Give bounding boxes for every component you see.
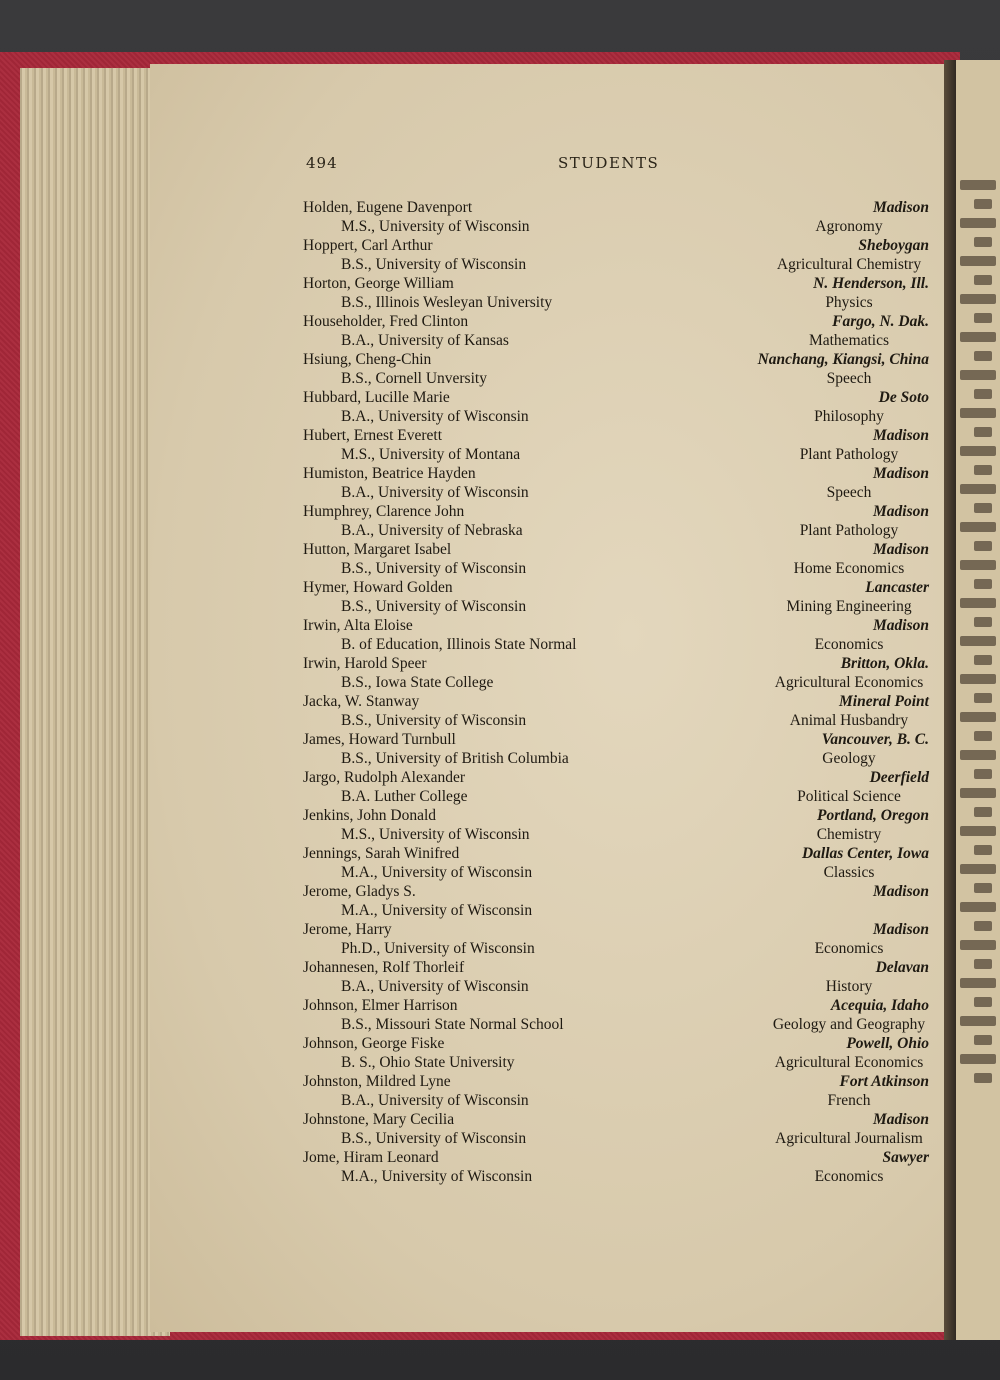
student-department: Philosophy [814, 408, 884, 425]
facing-page-text-mark [974, 237, 992, 247]
student-degree: B.S., University of Wisconsin [341, 560, 527, 577]
entry-name-row [303, 882, 929, 901]
running-head: STUDENTS [558, 154, 660, 172]
entry-name-row [303, 996, 929, 1015]
student-name: Humiston, Beatrice Hayden [303, 465, 476, 482]
student-hometown: Portland, Oregon [817, 807, 929, 824]
student-hometown: Madison [873, 465, 929, 482]
facing-page-text-mark [960, 940, 996, 950]
entry-degree-row [303, 901, 929, 920]
student-name: Jome, Hiram Leonard [303, 1149, 439, 1166]
entry-degree-row [303, 635, 929, 654]
student-department: Physics [825, 294, 873, 311]
entry-name-row [303, 920, 929, 939]
entry-name-row [303, 426, 929, 445]
student-hometown: Sawyer [882, 1149, 929, 1166]
student-hometown: Madison [873, 427, 929, 444]
facing-page-text-mark [974, 389, 992, 399]
student-hometown: Vancouver, B. C. [821, 731, 929, 748]
student-department: Chemistry [816, 826, 882, 843]
student-hometown: De Soto [878, 389, 929, 406]
student-name: Jerome, Harry [303, 921, 392, 938]
page-edges [20, 68, 170, 1336]
student-hometown: Powell, Ohio [846, 1035, 929, 1052]
entry-degree-row [303, 1167, 929, 1186]
entry-degree-row [303, 787, 929, 806]
student-degree: M.A., University of Wisconsin [341, 864, 533, 881]
student-hometown: Acequia, Idaho [830, 997, 929, 1014]
facing-page-text-mark [974, 199, 992, 209]
student-degree: B.S., Cornell Unversity [341, 370, 487, 387]
student-name: Hsiung, Cheng-Chin [303, 351, 432, 368]
student-hometown: N. Henderson, Ill. [813, 275, 929, 292]
student-hometown: Madison [873, 1111, 929, 1128]
entry-name-row [303, 388, 929, 407]
entry-degree-row [303, 673, 929, 692]
student-hometown: Dallas Center, Iowa [801, 845, 929, 862]
entry-degree-row [303, 445, 929, 464]
entry-degree-row [303, 293, 929, 312]
student-hometown: Nanchang, Kiangsi, China [757, 351, 929, 368]
facing-page-text-mark [960, 180, 996, 190]
student-degree: B.S., University of British Columbia [341, 750, 569, 767]
entry-degree-row [303, 407, 929, 426]
entry-degree-row [303, 1091, 929, 1110]
student-name: Horton, George William [303, 275, 454, 292]
student-degree: B.A., University of Kansas [341, 332, 509, 349]
student-name: Hoppert, Carl Arthur [303, 237, 433, 254]
page-header [306, 154, 926, 176]
facing-page-text-mark [974, 921, 992, 931]
entry-degree-row [303, 1129, 929, 1148]
student-name: Householder, Fred Clinton [303, 313, 469, 330]
entry-degree-row [303, 483, 929, 502]
student-degree: B.A. Luther College [341, 788, 468, 805]
student-degree: B. of Education, Illinois State Normal [341, 636, 577, 653]
student-department: Agricultural Economics [774, 1054, 924, 1071]
student-name: Hubbard, Lucille Marie [303, 389, 450, 406]
student-hometown: Madison [873, 617, 929, 634]
entry-degree-row [303, 711, 929, 730]
student-name: Irwin, Alta Eloise [303, 617, 413, 634]
entry-name-row [303, 236, 929, 255]
facing-page-text-mark [960, 370, 996, 380]
student-name: Hubert, Ernest Everett [303, 427, 443, 444]
student-name: Johnston, Mildred Lyne [303, 1073, 451, 1090]
student-degree: B.A., University of Wisconsin [341, 978, 529, 995]
entry-degree-row [303, 521, 929, 540]
facing-page-text-mark [974, 845, 992, 855]
student-hometown: Fort Atkinson [839, 1073, 929, 1090]
facing-page-text-mark [974, 883, 992, 893]
student-department: Animal Husbandry [789, 712, 909, 729]
student-degree: B.S., Iowa State College [341, 674, 494, 691]
entry-degree-row [303, 1053, 929, 1072]
entry-name-row [303, 540, 929, 559]
student-name: Hutton, Margaret Isabel [303, 541, 452, 558]
facing-page-text-mark [974, 807, 992, 817]
entry-degree-row [303, 825, 929, 844]
entry-name-row [303, 464, 929, 483]
student-department: History [825, 978, 873, 995]
student-hometown: Madison [873, 883, 929, 900]
student-degree: B.A., University of Wisconsin [341, 484, 529, 501]
facing-page-text-mark [974, 617, 992, 627]
facing-page-text-mark [960, 560, 996, 570]
entry-degree-row [303, 749, 929, 768]
entry-name-row [303, 958, 929, 977]
entry-name-row [303, 1148, 929, 1167]
facing-page-text-mark [960, 446, 996, 456]
facing-page-text-mark [974, 503, 992, 513]
student-hometown: Madison [873, 921, 929, 938]
student-name: Jennings, Sarah Winifred [303, 845, 460, 862]
student-department: Agricultural Chemistry [776, 256, 922, 273]
student-degree: B.S., University of Wisconsin [341, 712, 527, 729]
entry-degree-row [303, 863, 929, 882]
facing-page-text-mark [974, 275, 992, 285]
student-department: French [827, 1092, 871, 1109]
facing-page-text-mark [974, 997, 992, 1007]
facing-page-text-mark [960, 674, 996, 684]
facing-page-text-mark [974, 769, 992, 779]
student-hometown: Deerfield [869, 769, 929, 786]
student-department: Mathematics [808, 332, 890, 349]
student-department: Speech [826, 484, 872, 501]
entry-degree-row [303, 369, 929, 388]
entry-name-row [303, 312, 929, 331]
entry-name-row [303, 274, 929, 293]
student-degree: B. S., Ohio State University [341, 1054, 515, 1071]
student-degree: B.A., University of Wisconsin [341, 1092, 529, 1109]
student-department: Political Science [797, 788, 901, 805]
entry-degree-row [303, 559, 929, 578]
entry-name-row [303, 806, 929, 825]
facing-page-text-mark [974, 351, 992, 361]
student-department: Geology [822, 750, 876, 767]
facing-page-text-mark [974, 313, 992, 323]
facing-page-text-mark [960, 750, 996, 760]
student-department: Economics [814, 1168, 884, 1185]
facing-page-text-mark [974, 693, 992, 703]
facing-page-text-mark [974, 465, 992, 475]
student-degree: Ph.D., University of Wisconsin [341, 940, 535, 957]
student-name: Johnson, Elmer Harrison [303, 997, 458, 1014]
student-department: Home Economics [793, 560, 905, 577]
student-name: Johannesen, Rolf Thorleif [303, 959, 465, 976]
entry-name-row [303, 578, 929, 597]
entry-name-row [303, 198, 929, 217]
student-name: Johnson, George Fiske [303, 1035, 445, 1052]
student-department: Mining Engineering [786, 598, 912, 615]
student-hometown: Madison [873, 199, 929, 216]
facing-page-text-mark [960, 256, 996, 266]
facing-page-text-mark [960, 978, 996, 988]
student-degree: B.S., University of Wisconsin [341, 256, 527, 273]
student-name: Irwin, Harold Speer [303, 655, 427, 672]
entry-name-row [303, 844, 929, 863]
facing-page-text-mark [960, 408, 996, 418]
student-department: Plant Pathology [799, 522, 899, 539]
facing-page-text-mark [960, 484, 996, 494]
facing-page-text-mark [974, 1073, 992, 1083]
entry-name-row [303, 502, 929, 521]
student-hometown: Mineral Point [838, 693, 929, 710]
entry-degree-row [303, 1015, 929, 1034]
entry-name-row [303, 730, 929, 749]
student-degree: B.A., University of Wisconsin [341, 408, 529, 425]
student-hometown: Madison [873, 503, 929, 520]
entry-degree-row [303, 255, 929, 274]
student-degree: M.S., University of Montana [341, 446, 521, 463]
entry-degree-row [303, 217, 929, 236]
facing-page-text-mark [960, 1016, 996, 1026]
student-hometown: Delavan [875, 959, 929, 976]
student-department: Speech [826, 370, 872, 387]
facing-page-text-mark [960, 636, 996, 646]
facing-page-text-mark [960, 218, 996, 228]
student-hometown: Madison [873, 541, 929, 558]
student-degree: M.S., University of Wisconsin [341, 826, 530, 843]
student-degree: B.A., University of Nebraska [341, 522, 523, 539]
student-department: Agricultural Economics [774, 674, 924, 691]
facing-page-text-mark [960, 522, 996, 532]
facing-page-text-mark [960, 826, 996, 836]
student-department: Agricultural Journalism [775, 1130, 923, 1147]
student-department: Plant Pathology [799, 446, 899, 463]
entry-name-row [303, 768, 929, 787]
student-department: Classics [823, 864, 875, 881]
facing-page-edge [956, 60, 1000, 1340]
facing-page-text-mark [974, 959, 992, 969]
facing-page-text-mark [960, 1054, 996, 1064]
facing-page-text-mark [974, 731, 992, 741]
student-name: Holden, Eugene Davenport [303, 199, 473, 216]
student-degree: B.S., Illinois Wesleyan University [341, 294, 553, 311]
facing-page-text-mark [960, 598, 996, 608]
entry-degree-row [303, 977, 929, 996]
student-department: Agronomy [815, 218, 883, 235]
facing-page-text-mark [974, 427, 992, 437]
student-department: Geology and Geography [772, 1016, 926, 1033]
student-degree: M.A., University of Wisconsin [341, 902, 533, 919]
entry-degree-row [303, 597, 929, 616]
student-degree: B.S., Missouri State Normal School [341, 1016, 564, 1033]
facing-page-text-mark [960, 332, 996, 342]
entry-name-row [303, 1072, 929, 1091]
student-hometown: Fargo, N. Dak. [832, 313, 929, 330]
entry-name-row [303, 692, 929, 711]
student-name: Jargo, Rudolph Alexander [303, 769, 466, 786]
entry-name-row [303, 1110, 929, 1129]
student-degree: B.S., University of Wisconsin [341, 1130, 527, 1147]
entry-name-row [303, 616, 929, 635]
facing-page-text-mark [974, 541, 992, 551]
facing-page-text-mark [960, 788, 996, 798]
entry-name-row [303, 350, 929, 369]
student-name: Jacka, W. Stanway [303, 693, 420, 710]
student-department: Economics [814, 940, 884, 957]
student-degree: M.S., University of Wisconsin [341, 218, 530, 235]
student-name: James, Howard Turnbull [303, 731, 456, 748]
student-hometown: Sheboygan [858, 237, 929, 254]
facing-page-text-mark [960, 864, 996, 874]
student-name: Jenkins, John Donald [303, 807, 437, 824]
page-number: 494 [306, 154, 338, 172]
entry-name-row [303, 1034, 929, 1053]
student-name: Hymer, Howard Golden [303, 579, 453, 596]
student-name: Jerome, Gladys S. [303, 883, 416, 900]
facing-page-text-mark [960, 712, 996, 722]
student-hometown: Britton, Okla. [840, 655, 929, 672]
student-name: Humphrey, Clarence John [303, 503, 465, 520]
student-department: Economics [814, 636, 884, 653]
facing-page-text-mark [974, 579, 992, 589]
entry-degree-row [303, 939, 929, 958]
student-list [303, 198, 929, 1186]
student-degree: B.S., University of Wisconsin [341, 598, 527, 615]
entry-name-row [303, 654, 929, 673]
facing-page-text-mark [960, 902, 996, 912]
student-degree: M.A., University of Wisconsin [341, 1168, 533, 1185]
student-hometown: Lancaster [865, 579, 929, 596]
facing-page-text-mark [960, 294, 996, 304]
student-name: Johnstone, Mary Cecilia [303, 1111, 455, 1128]
entry-degree-row [303, 331, 929, 350]
facing-page-text-mark [974, 655, 992, 665]
facing-page-text-mark [974, 1035, 992, 1045]
